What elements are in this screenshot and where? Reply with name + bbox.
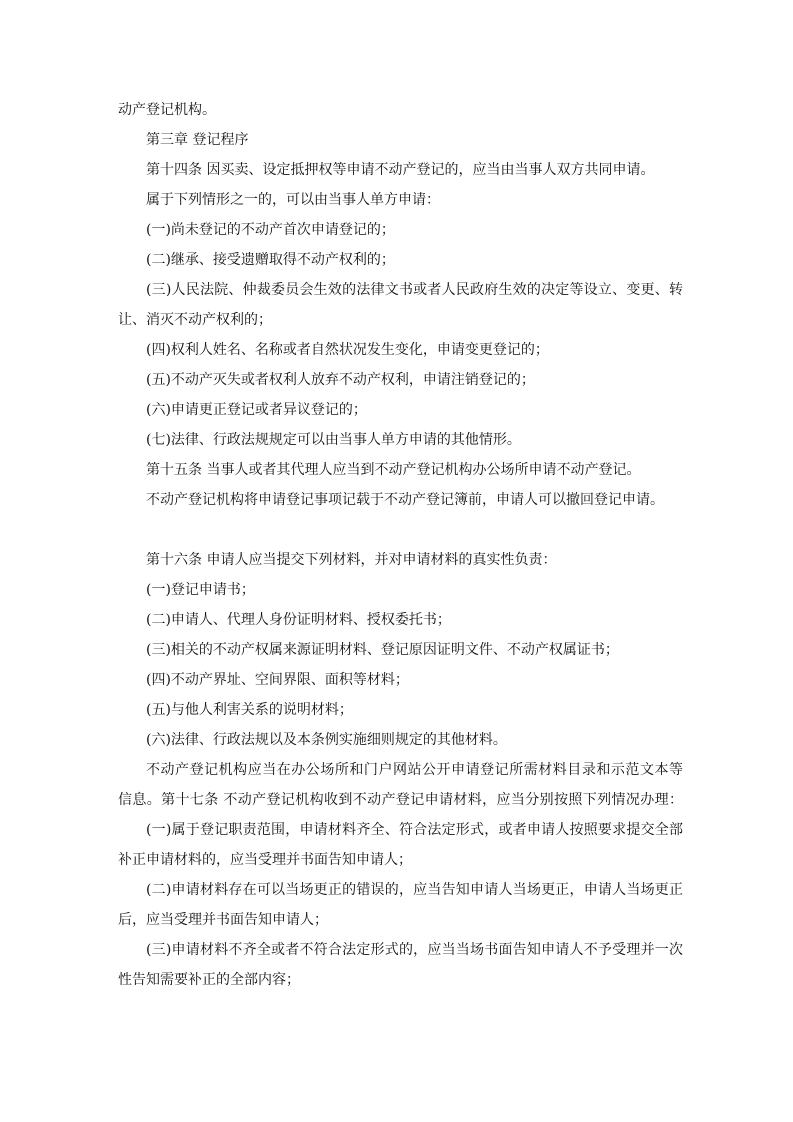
article-16: 第十六条 申请人应当提交下列材料，并对申请材料的真实性负责： xyxy=(146,552,557,568)
article-14-item-7: (七)法律、行政法规规定可以由当事人单方申请的其他情形。 xyxy=(146,432,521,448)
article-17-item-3-cont: 性告知需要补正的全部内容； xyxy=(118,972,300,988)
text-line-continuation: 动产登记机构。 xyxy=(118,102,216,118)
article-16-item-6: (六)法律、行政法规以及本条例实施细则规定的其他材料。 xyxy=(146,732,507,748)
article-16-item-1: (一)登记申请书； xyxy=(146,582,255,598)
article-14-item-6: (六)申请更正登记或者异议登记的； xyxy=(146,402,367,418)
article-17: 信息。第十七条 不动产登记机构收到不动产登记申请材料，应当分别按照下列情况办理： xyxy=(118,792,683,808)
article-16-item-3: (三)相关的不动产权属来源证明材料、登记原因证明文件、不动产权属证书； xyxy=(146,642,619,658)
article-14: 第十四条 因买卖、设定抵押权等申请不动产登记的，应当由当事人双方共同申请。 xyxy=(146,162,655,178)
chapter-heading: 第三章 登记程序 xyxy=(146,132,249,148)
article-15-para-2: 不动产登记机构将申请登记事项记载于不动产登记簿前，申请人可以撤回登记申请。 xyxy=(146,492,664,508)
article-14-item-3-cont: 让、消灭不动产权利的； xyxy=(118,312,272,328)
document-body xyxy=(118,95,683,995)
paragraph-gap xyxy=(118,515,683,545)
article-16-item-4: (四)不动产界址、空间界限、面积等材料； xyxy=(146,672,409,688)
article-16-item-5: (五)与他人利害关系的说明材料； xyxy=(146,702,353,718)
article-14-item-1: (一)尚未登记的不动产首次申请登记的； xyxy=(146,222,395,238)
article-17-item-1: (一)属于登记职责范围，申请材料齐全、符合法定形式，或者申请人按照要求提交全部 xyxy=(146,822,683,838)
article-17-item-2-cont: 后，应当受理并书面告知申请人； xyxy=(118,912,328,928)
article-14-intro: 属于下列情形之一的，可以由当事人单方申请： xyxy=(146,192,440,208)
article-17-item-1-cont: 补正申请材料的，应当受理并书面告知申请人； xyxy=(118,852,412,868)
article-16-item-2: (二)申请人、代理人身份证明材料、授权委托书； xyxy=(146,612,451,628)
article-14-item-4: (四)权利人姓名、名称或者自然状况发生变化，申请变更登记的； xyxy=(146,342,549,358)
article-14-item-5: (五)不动产灭失或者权利人放弃不动产权利，申请注销登记的； xyxy=(146,372,535,388)
article-14-item-3: (三)人民法院、仲裁委员会生效的法律文书或者人民政府生效的决定等设立、变更、转 xyxy=(146,282,683,298)
article-15: 第十五条 当事人或者其代理人应当到不动产登记机构办公场所申请不动产登记。 xyxy=(146,462,641,478)
article-16-para-2: 不动产登记机构应当在办公场所和门户网站公开申请登记所需材料目录和示范文本等 xyxy=(146,762,683,778)
article-17-item-3: (三)申请材料不齐全或者不符合法定形式的，应当当场书面告知申请人不予受理并一次 xyxy=(146,942,683,958)
article-17-item-2: (二)申请材料存在可以当场更正的错误的，应当告知申请人当场更正，申请人当场更正 xyxy=(146,882,683,898)
article-14-item-2: (二)继承、接受遗赠取得不动产权利的； xyxy=(146,252,395,268)
